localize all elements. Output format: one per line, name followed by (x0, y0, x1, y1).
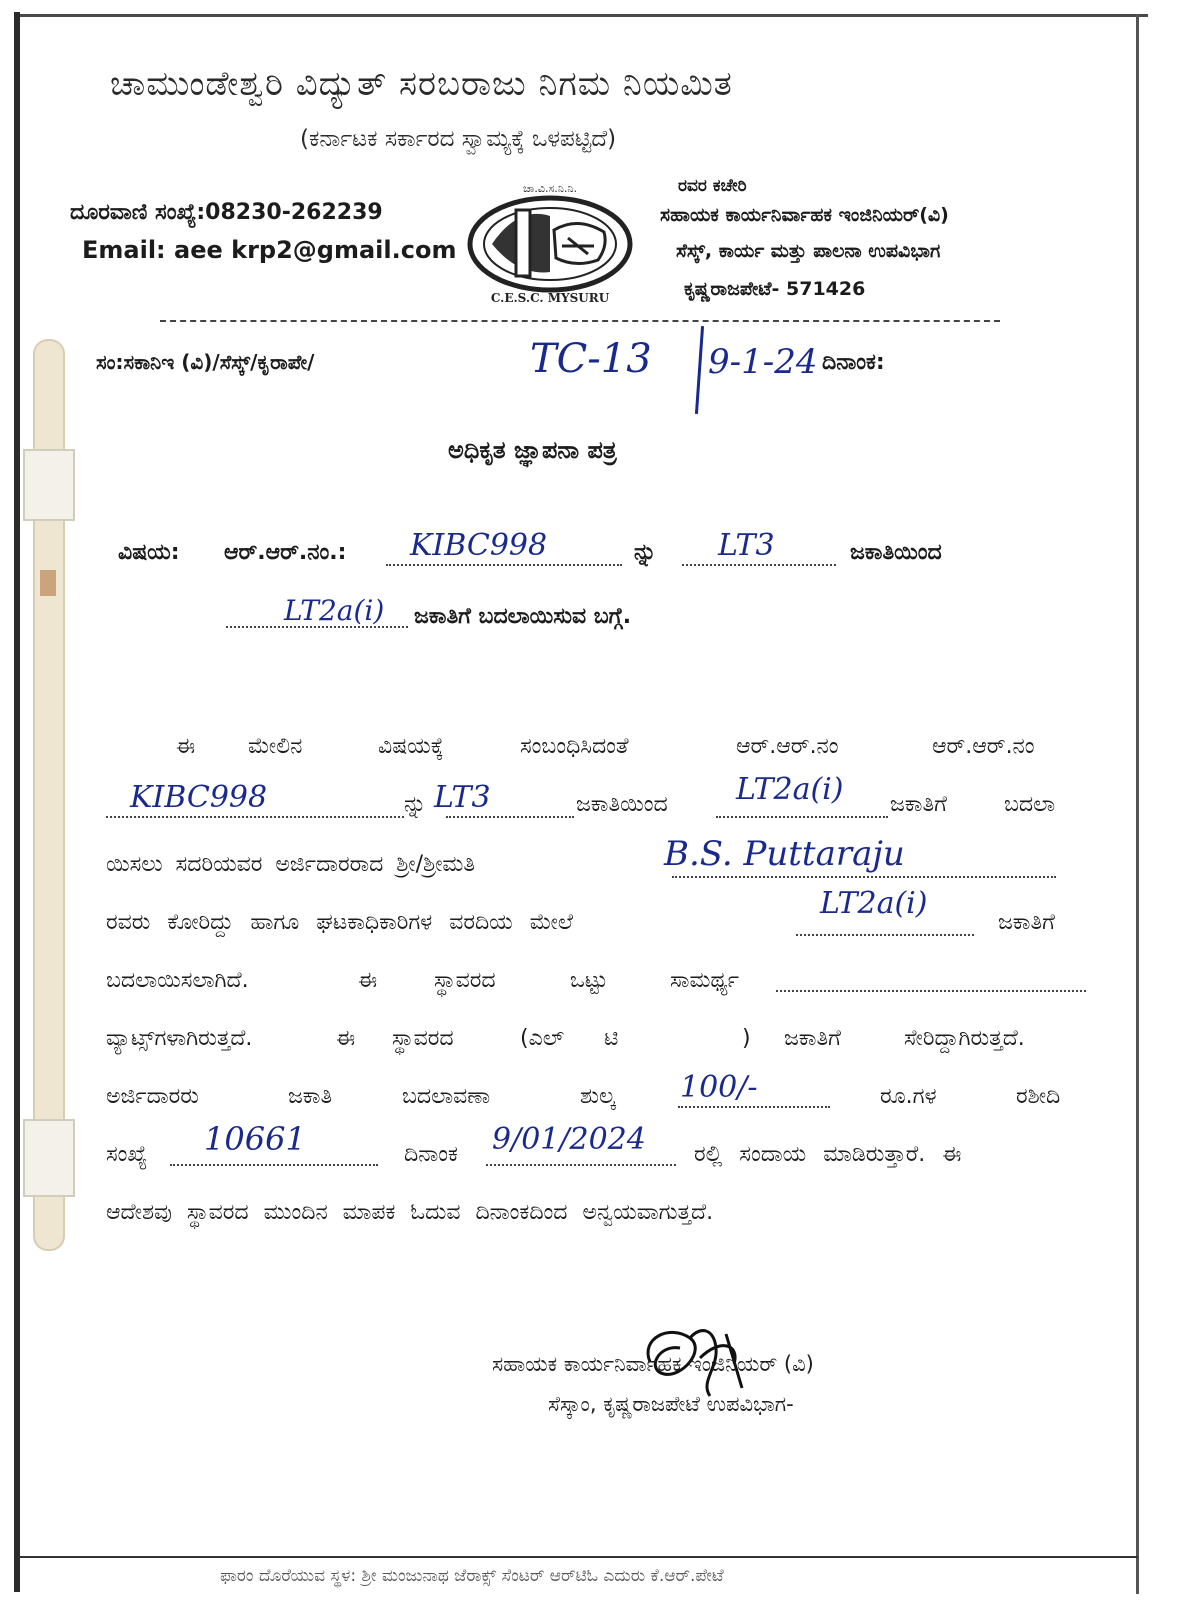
reference-number: TC-13 (530, 336, 652, 382)
footer-note: ಫಾರಂ ದೊರೆಯುವ ಸ್ಥಳ: ಶ್ರೀ ಮಂಜುನಾಥ ಜೆರಾಕ್ಸ್ ಸೆಂಟರ್ ಆರ್‌ಟಿಓ ಎದುರು ಕೆ.ಆರ್.ಪೇಟೆ (220, 1566, 724, 1586)
body-word: ಸೇರಿದ್ದಾಗಿರುತ್ತದೆ. (904, 1026, 1025, 1051)
body-word: ಸಾಮರ್ಥ್ಯ (670, 968, 740, 993)
body-word: (ಎಲ್ (520, 1026, 565, 1051)
file-binder-clip-icon (0, 330, 96, 1260)
reference-date: 9-1-24 (708, 342, 818, 382)
subject-to-tariff: LT2a(i) (284, 594, 385, 627)
body-word: ಸಂಬಂಧಿಸಿದಂತೆ (520, 734, 629, 759)
body-word: ದಿನಾಂಕ (404, 1142, 458, 1167)
fill-line (776, 990, 1086, 992)
body-rr-number: KIBC998 (130, 780, 268, 815)
fill-line (446, 816, 574, 818)
body-word: ) (742, 1026, 751, 1051)
body-word: ವಿಷಯಕ್ಕೆ (378, 734, 444, 759)
organization-name: ಚಾಮುಂಡೇಶ್ವರಿ ವಿದ್ಯುತ್ ಸರಬರಾಜು ನಿಗಮ ನಿಯಮಿತ (110, 64, 733, 104)
body-word: ಮೇಲಿನ (248, 734, 303, 759)
body-nu: ನ್ನು (404, 792, 427, 817)
body-word: ಈ (176, 734, 196, 759)
fill-line (106, 816, 404, 818)
fill-line (170, 1164, 378, 1166)
office-line-3: ಸೆಸ್ಕ್, ಕಾರ್ಯ ಮತ್ತು ಪಾಲನಾ ಉಪವಿಭಾಗ (676, 240, 941, 262)
body-word: ಬದಲಾಯಿಸಲಾಗಿದೆ. (106, 968, 249, 993)
body-line-3: ಯಿಸಲು ಸದರಿಯವರ ಅರ್ಜಿದಾರರಾದ ಶ್ರೀ/ಶ್ರೀಮತಿ (106, 852, 476, 877)
fill-line (716, 816, 888, 818)
body-word: ಸ್ಥಾವರದ (392, 1026, 454, 1051)
logo-bottom-text: C.E.S.C. MYSURU (490, 291, 610, 305)
body-from-label: ಜಕಾತಿಯಿಂದ (576, 792, 668, 817)
handwritten-separator (695, 326, 704, 414)
body-line-8-end: ರಲ್ಲಿ ಸಂದಾಯ ಮಾಡಿರುತ್ತಾರೆ. ಈ (694, 1142, 962, 1167)
body-word: ಶುಲ್ಕ (580, 1084, 616, 1109)
fill-line (678, 1106, 830, 1108)
page-border-right (1136, 14, 1139, 1594)
phone-number: ದೂರವಾಣಿ ಸಂಖ್ಯೆ:08230-262239 (70, 200, 383, 225)
office-line-4: ಕೃಷ್ಣರಾಜಪೇಟೆ- 571426 (684, 278, 866, 300)
applicant-name: B.S. Puttaraju (664, 834, 905, 874)
body-word: ಜಕಾತಿ (288, 1084, 333, 1109)
body-word: ವ್ಯಾಟ್ಸ್‌ಗಳಾಗಿರುತ್ತದೆ. (106, 1026, 253, 1051)
body-line-4-tariff: LT2a(i) (820, 886, 928, 921)
subject-nu: ನ್ನು (634, 540, 657, 565)
body-word: ಅರ್ಜಿದಾರರು (106, 1084, 199, 1109)
fill-line (796, 934, 974, 936)
body-word: ಸ್ಥಾವರದ (434, 968, 496, 993)
subject-from-tariff: LT3 (718, 528, 775, 563)
signatory-office: ಸೆಸ್ಕಾಂ, ಕೃಷ್ಣರಾಜಪೇಟೆ ಉಪವಿಭಾಗ- (548, 1392, 794, 1416)
office-line-1: ರವರ ಕಚೇರಿ (678, 176, 747, 196)
subject-rest: ಜಕಾತಿಗೆ ಬದಲಾಯಿಸುವ ಬಗ್ಗೆ. (414, 604, 632, 629)
body-word: ಈ (336, 1026, 356, 1051)
body-word: ಬದಲಾವಣಾ (402, 1084, 491, 1109)
receipt-number: 10661 (204, 1120, 306, 1158)
body-word: ಟಿ (604, 1026, 619, 1051)
body-word: ಆರ್.ಆರ್.ನಂ (932, 734, 1035, 759)
body-to-label: ಜಕಾತಿಗೆ (890, 792, 947, 817)
body-word: ಸಂಖ್ಯೆ (106, 1142, 148, 1167)
email-address: Email: aee krp2@gmail.com (82, 236, 457, 264)
body-word: ಜಕಾತಿಗೆ (784, 1026, 841, 1051)
fill-line (672, 876, 1056, 878)
body-word: ರೂ.ಗಳ (880, 1084, 937, 1109)
page-title: ಅಧಿಕೃತ ಜ್ಞಾಪನಾ ಪತ್ರ (448, 436, 617, 464)
body-word: ಬದಲಾ (1004, 792, 1056, 817)
fee-amount: 100/- (680, 1070, 758, 1105)
reference-label: ಸಂ:ಸಕಾನಿಇ (ವಿ)/ಸೆಸ್ಕ್/ಕೃರಾಪೇ/ (96, 350, 315, 374)
fill-line (486, 1164, 676, 1166)
fill-line (386, 564, 622, 566)
office-line-2: ಸಹಾಯಕ ಕಾರ್ಯನಿರ್ವಾಹಕ ಇಂಜಿನಿಯರ್(ವಿ) (660, 204, 949, 226)
body-word: ಒಟ್ಟು (570, 968, 608, 993)
body-word: ರಶೀದಿ (1016, 1084, 1061, 1109)
body-line-4: ರವರು ಕೋರಿದ್ದು ಹಾಗೂ ಘಟಕಾಧಿಕಾರಿಗಳ ವರದಿಯ ಮೇಲೆ (106, 910, 573, 935)
body-to-tariff: LT2a(i) (736, 772, 844, 807)
date-label: ದಿನಾಂಕ: (822, 350, 885, 375)
subject-label: ವಿಷಯ: (118, 540, 180, 565)
page-border-top (18, 14, 1148, 17)
body-word: ಈ (358, 968, 378, 993)
body-word: ಜಕಾತಿಗೆ (998, 910, 1055, 935)
logo-top-text: ಚಾ.ವಿ.ಸ.ನಿ.ನಿ. (522, 182, 578, 195)
cesc-logo-icon (458, 176, 648, 306)
subject-from-label: ಜಕಾತಿಯಿಂದ (850, 540, 942, 565)
fill-line (682, 564, 836, 566)
body-line-9: ಆದೇಶವು ಸ್ಥಾವರದ ಮುಂದಿನ ಮಾಪಕ ಓದುವ ದಿನಾಂಕದಿಂದ ಅನ್ವಯವಾಗುತ್ತದೆ. (106, 1200, 714, 1225)
body-word: ಆರ್.ಆರ್.ನಂ (736, 734, 839, 759)
header-divider (160, 320, 1000, 322)
page-border-bottom (18, 1556, 1138, 1558)
signatory-designation: ಸಹಾಯಕ ಕಾರ್ಯನಿರ್ವಾಹಕ ಇಂಜಿನಿಯರ್ (ವಿ) (492, 1352, 814, 1376)
receipt-date: 9/01/2024 (492, 1122, 646, 1157)
organization-subtitle: (ಕರ್ನಾಟಕ ಸರ್ಕಾರದ ಸ್ವಾಮ್ಯಕ್ಕೆ ಒಳಪಟ್ಟಿದೆ) (300, 126, 617, 152)
body-from-tariff: LT3 (434, 780, 491, 815)
subject-rr-label: ಆರ್.ಆರ್.ನಂ.: (224, 540, 347, 565)
subject-rr-number: KIBC998 (410, 528, 548, 563)
